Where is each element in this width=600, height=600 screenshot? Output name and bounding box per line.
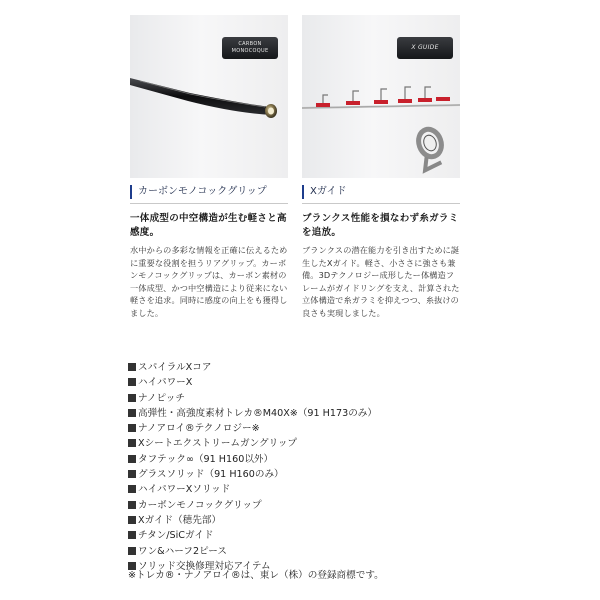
carbon-monocoque-logo: CARBON MONOCOQUE xyxy=(222,37,278,59)
bullet-square-icon xyxy=(128,409,136,417)
x-guide-image xyxy=(302,15,460,178)
guide-description: ブランクスの潜在能力を引き出すために誕生したXガイド。軽さ、小ささに強さも兼備。3Dテクノロジー成形したー体構造フレームがガイドリングを支え、計算された立体構造で糸ガラミを抑えつつ、糸抜けの良さも実現しました。 xyxy=(302,245,460,318)
trademark-note: ※トレカ®・ナノアロイ®は、東レ（株）の登録商標です。 xyxy=(128,570,384,581)
feature-item xyxy=(128,528,377,543)
feature-label: ハイパワーXソリッド xyxy=(138,484,231,496)
bullet-square-icon xyxy=(128,516,136,524)
grip-headline: 一体成型の中空構造が生む軽さと高感度。 xyxy=(130,213,287,238)
feature-item xyxy=(128,421,377,436)
feature-label: グラスソリッド（91 H160のみ） xyxy=(138,469,284,481)
feature-item xyxy=(128,467,377,482)
feature-label: チタン/SiCガイド xyxy=(138,530,214,542)
feature-label: ハイパワーX xyxy=(138,377,193,389)
feature-label: ナノピッチ xyxy=(138,392,185,404)
feature-item xyxy=(128,544,377,559)
feature-label: Xシートエクストリームガングリップ xyxy=(138,438,298,450)
feature-list xyxy=(128,360,377,574)
x-guide-logo: X GUIDE xyxy=(397,37,453,59)
bullet-square-icon xyxy=(128,394,136,402)
bullet-square-icon xyxy=(128,470,136,478)
bullet-square-icon xyxy=(128,485,136,493)
bullet-square-icon xyxy=(128,378,136,386)
bullet-square-icon xyxy=(128,424,136,432)
bullet-square-icon xyxy=(128,531,136,539)
feature-item xyxy=(128,360,377,375)
feature-item xyxy=(128,482,377,497)
divider xyxy=(302,203,460,204)
feature-label: ワン&ハーフ2ピース xyxy=(138,545,227,557)
grip-caption: カーボンモノコックグリップ xyxy=(130,183,288,201)
feature-label: ソリッド交換修理対応アイテム xyxy=(138,560,271,572)
feature-label: Xガイド（穂先部） xyxy=(138,514,222,526)
grip-description: 水中からの多彩な情報を正確に伝えるために重要な役割を担うリアグリップ。カーボンモノコックグリップは、カーボン素材の一体成型、かつ中空構造により従来にない軽さを追求。同時に感度の向上をも獲得しました。 xyxy=(130,245,288,318)
bullet-square-icon xyxy=(128,547,136,555)
feature-item xyxy=(128,452,377,467)
feature-item xyxy=(128,375,377,390)
feature-label: ナノアロイ®テクノロジー※ xyxy=(138,423,260,435)
feature-item xyxy=(128,406,377,421)
feature-item xyxy=(128,498,377,513)
divider xyxy=(130,203,288,204)
guide-headline: ブランクス性能を損なわず糸ガラミを追放。 xyxy=(302,213,459,238)
feature-label: スパイラルXコア xyxy=(138,362,212,373)
bullet-square-icon xyxy=(128,501,136,509)
feature-label: タフテック∞（91 H160以外） xyxy=(138,453,274,465)
bullet-square-icon xyxy=(128,455,136,463)
feature-label: カーボンモノコックグリップ xyxy=(138,499,262,511)
bullet-square-icon xyxy=(128,363,136,371)
carbon-monocoque-grip-image xyxy=(130,15,288,178)
guide-caption: Xガイド xyxy=(302,183,460,201)
bullet-square-icon xyxy=(128,439,136,447)
feature-item xyxy=(128,513,377,528)
feature-label: 高弾性・高強度素材トレカ®M40X※（91 H173のみ） xyxy=(138,407,377,419)
feature-item xyxy=(128,391,377,406)
feature-item xyxy=(128,436,377,451)
